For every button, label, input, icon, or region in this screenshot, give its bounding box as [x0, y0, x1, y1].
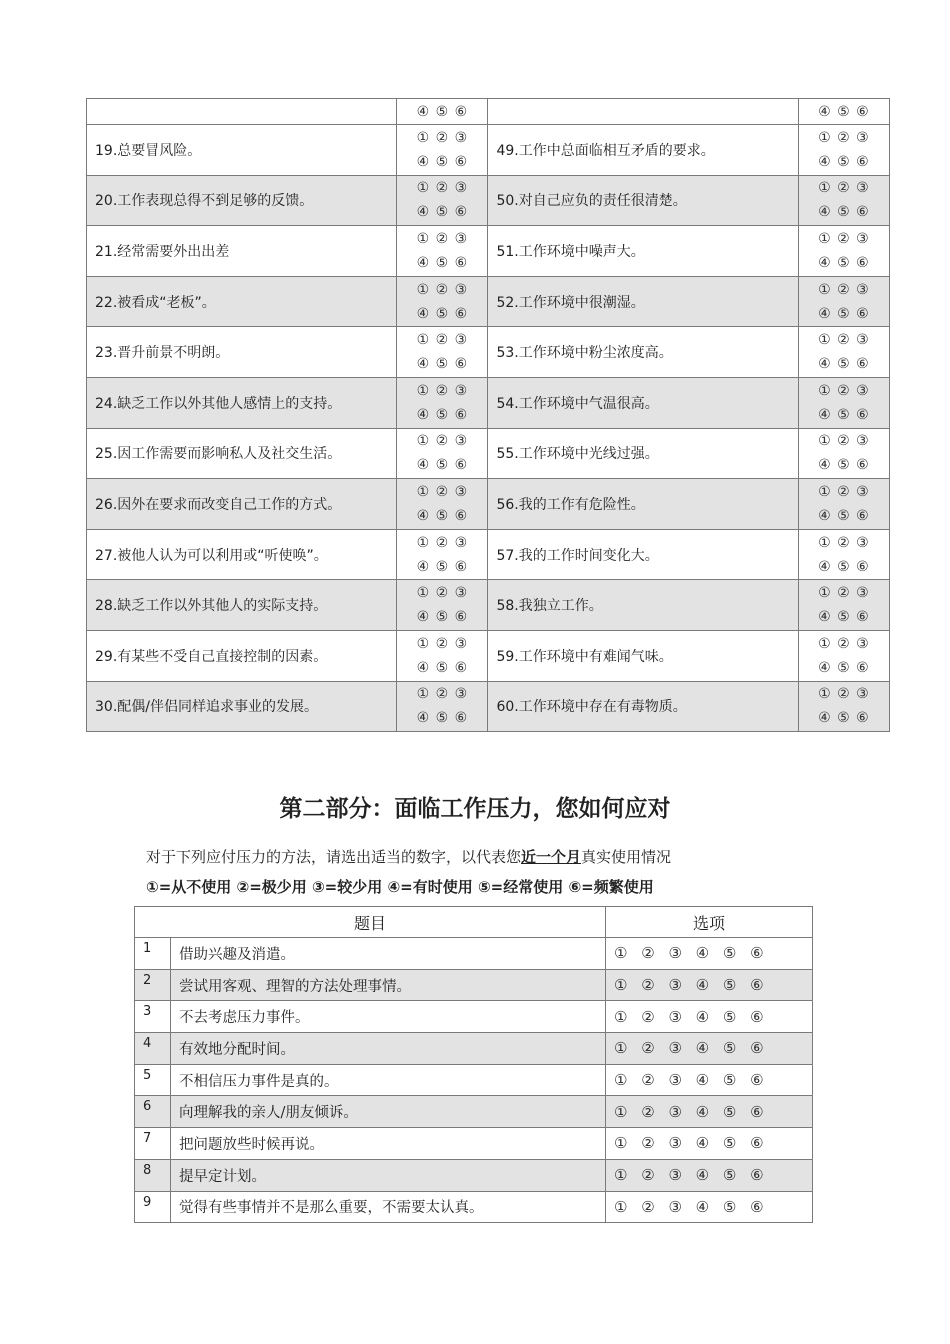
answer-options-left[interactable]	[397, 630, 488, 681]
options-line-2: ④ ⑤ ⑥	[416, 558, 469, 575]
question-left: 27.被他人认为可以利用或“听使唤”。	[87, 529, 397, 580]
options-line-2: ④ ⑤ ⑥	[416, 356, 469, 373]
question-left: 28.缺乏工作以外其他人的实际支持。	[87, 580, 397, 631]
table-row	[135, 1001, 813, 1033]
options-line-2: ④ ⑤ ⑥	[416, 204, 469, 221]
item-number: 1	[135, 938, 171, 970]
answer-options-left[interactable]	[397, 327, 488, 378]
item-number: 9	[135, 1191, 171, 1223]
item-text: 不去考虑压力事件。	[171, 1001, 606, 1033]
options-line-2: ④ ⑤ ⑥	[818, 710, 870, 727]
question-right: 50.对自己应负的责任很清楚。	[488, 175, 798, 226]
question-right: 49.工作中总面临相互矛盾的要求。	[488, 125, 798, 176]
item-choices[interactable]: ① ② ③ ④ ⑤ ⑥	[606, 1159, 813, 1191]
table-row	[87, 681, 890, 732]
table-row	[135, 1159, 813, 1191]
options-line-2: ④ ⑤ ⑥	[818, 507, 870, 524]
options-line-1: ① ② ③	[818, 585, 870, 602]
item-choices[interactable]: ① ② ③ ④ ⑤ ⑥	[606, 1096, 813, 1128]
options-line-2: ④ ⑤ ⑥	[818, 305, 870, 322]
answer-options-left[interactable]	[397, 377, 488, 428]
section2-intro	[146, 846, 671, 867]
item-choices[interactable]: ① ② ③ ④ ⑤ ⑥	[606, 1001, 813, 1033]
part2-header-row	[135, 907, 813, 938]
answer-options-left[interactable]	[397, 125, 488, 176]
options-line-1: ① ② ③	[818, 686, 870, 703]
item-choices[interactable]: ① ② ③ ④ ⑤ ⑥	[606, 1064, 813, 1096]
answer-options-right[interactable]	[798, 428, 889, 479]
part1-top-left-options[interactable]: ④ ⑤ ⑥	[397, 99, 488, 125]
item-number: 3	[135, 1001, 171, 1033]
table-row	[87, 327, 890, 378]
item-text: 不相信压力事件是真的。	[171, 1064, 606, 1096]
options-line-1: ① ② ③	[416, 281, 469, 298]
options-line-2: ④ ⑤ ⑥	[416, 254, 469, 271]
table-row	[87, 580, 890, 631]
question-left: 25.因工作需要而影响私人及社交生活。	[87, 428, 397, 479]
question-right: 54.工作环境中气温很高。	[488, 377, 798, 428]
options-line-1: ① ② ③	[818, 180, 870, 197]
answer-options-left[interactable]	[397, 681, 488, 732]
options-line-1: ① ② ③	[416, 534, 469, 551]
answer-options-right[interactable]	[798, 125, 889, 176]
item-number: 2	[135, 969, 171, 1001]
intro-text-before: 对于下列应付压力的方法，请选出适当的数字，以代表您	[146, 848, 522, 866]
table-row	[87, 630, 890, 681]
answer-options-left[interactable]	[397, 529, 488, 580]
options-line-1: ① ② ③	[416, 230, 469, 247]
table-row	[87, 226, 890, 277]
options-line-2: ④ ⑤ ⑥	[818, 609, 870, 626]
item-text: 觉得有些事情并不是那么重要，不需要太认真。	[171, 1191, 606, 1223]
item-number: 6	[135, 1096, 171, 1128]
options-line-2: ④ ⑤ ⑥	[818, 153, 870, 170]
part1-top-row	[87, 99, 890, 125]
answer-options-left[interactable]	[397, 276, 488, 327]
item-number: 5	[135, 1064, 171, 1096]
options-line-1: ① ② ③	[416, 635, 469, 652]
options-line-1: ① ② ③	[818, 433, 870, 450]
part1-table	[86, 98, 890, 732]
item-text: 有效地分配时间。	[171, 1033, 606, 1065]
header-item: 题目	[135, 907, 606, 938]
table-row	[135, 1096, 813, 1128]
section2-title: 第二部分：面临工作压力，您如何应对	[279, 796, 671, 822]
question-left: 29.有某些不受自己直接控制的因素。	[87, 630, 397, 681]
answer-options-left[interactable]	[397, 175, 488, 226]
item-text: 借助兴趣及消遣。	[171, 938, 606, 970]
options-line-2: ④ ⑤ ⑥	[416, 659, 469, 676]
options-line-1: ① ② ③	[818, 635, 870, 652]
options-line-2: ④ ⑤ ⑥	[416, 507, 469, 524]
answer-options-left[interactable]	[397, 226, 488, 277]
question-left: 19.总要冒风险。	[87, 125, 397, 176]
table-row	[135, 1128, 813, 1160]
options-line-2: ④ ⑤ ⑥	[416, 153, 469, 170]
table-row	[87, 276, 890, 327]
options-line-1: ① ② ③	[818, 281, 870, 298]
options-line-2: ④ ⑤ ⑥	[416, 457, 469, 474]
question-right: 57.我的工作时间变化大。	[488, 529, 798, 580]
answer-options-left[interactable]	[397, 479, 488, 530]
question-left: 26.因外在要求而改变自己工作的方式。	[87, 479, 397, 530]
options-line-1: ① ② ③	[416, 433, 469, 450]
question-right: 53.工作环境中粉尘浓度高。	[488, 327, 798, 378]
table-row	[87, 529, 890, 580]
table-row	[135, 1064, 813, 1096]
options-line-1: ① ② ③	[416, 332, 469, 349]
options-line-1: ① ② ③	[416, 483, 469, 500]
options-line-2: ④ ⑤ ⑥	[416, 305, 469, 322]
item-text: 向理解我的亲人/朋友倾诉。	[171, 1096, 606, 1128]
options-line-2: ④ ⑤ ⑥	[818, 406, 870, 423]
table-row	[135, 969, 813, 1001]
item-text: 提早定计划。	[171, 1159, 606, 1191]
options-line-2: ④ ⑤ ⑥	[818, 457, 870, 474]
answer-options-right[interactable]	[798, 580, 889, 631]
table-row	[87, 125, 890, 176]
options-line-1: ① ② ③	[818, 332, 870, 349]
options-line-2: ④ ⑤ ⑥	[818, 356, 870, 373]
part1-top-right-options[interactable]: ④ ⑤ ⑥	[798, 99, 889, 125]
part1-top-left-blank	[87, 99, 397, 125]
options-line-2: ④ ⑤ ⑥	[818, 254, 870, 271]
item-text: 尝试用客观、理智的方法处理事情。	[171, 969, 606, 1001]
options-line-2: ④ ⑤ ⑥	[416, 710, 469, 727]
table-row	[87, 428, 890, 479]
item-number: 7	[135, 1128, 171, 1160]
options-line-2: ④ ⑤ ⑥	[818, 204, 870, 221]
question-right: 51.工作环境中噪声大。	[488, 226, 798, 277]
options-line-1: ① ② ③	[416, 129, 469, 146]
item-choices[interactable]: ① ② ③ ④ ⑤ ⑥	[606, 1128, 813, 1160]
options-line-2: ④ ⑤ ⑥	[416, 609, 469, 626]
question-left: 21.经常需要外出出差	[87, 226, 397, 277]
part2-table-body	[135, 907, 813, 1223]
table-row	[87, 377, 890, 428]
header-choice: 选项	[606, 907, 813, 938]
options-line-2: ④ ⑤ ⑥	[818, 659, 870, 676]
item-number: 8	[135, 1159, 171, 1191]
answer-options-right[interactable]	[798, 226, 889, 277]
question-left: 23.晋升前景不明朗。	[87, 327, 397, 378]
options-line-1: ① ② ③	[416, 180, 469, 197]
table-row	[87, 175, 890, 226]
item-choices[interactable]: ① ② ③ ④ ⑤ ⑥	[606, 938, 813, 970]
options-line-1: ① ② ③	[818, 534, 870, 551]
options-line-1: ① ② ③	[416, 382, 469, 399]
question-left: 22.被看成“老板”。	[87, 276, 397, 327]
answer-options-right[interactable]	[798, 377, 889, 428]
intro-underlined-period: 近一个月	[521, 848, 582, 866]
question-right: 58.我独立工作。	[488, 580, 798, 631]
table-row	[87, 479, 890, 530]
options-line-1: ① ② ③	[818, 230, 870, 247]
table-row	[135, 1191, 813, 1223]
part1-top-right-blank	[488, 99, 798, 125]
item-text: 把问题放些时候再说。	[171, 1128, 606, 1160]
question-right: 60.工作环境中存在有毒物质。	[488, 681, 798, 732]
item-choices[interactable]: ① ② ③ ④ ⑤ ⑥	[606, 1191, 813, 1223]
question-left: 30.配偶/伴侣同样追求事业的发展。	[87, 681, 397, 732]
question-right: 55.工作环境中光线过强。	[488, 428, 798, 479]
answer-options-right[interactable]	[798, 681, 889, 732]
answer-options-left[interactable]	[397, 580, 488, 631]
options-line-2: ④ ⑤ ⑥	[818, 558, 870, 575]
answer-options-right[interactable]	[798, 276, 889, 327]
answer-options-right[interactable]	[798, 630, 889, 681]
question-left: 20.工作表现总得不到足够的反馈。	[87, 175, 397, 226]
question-left: 24.缺乏工作以外其他人感情上的支持。	[87, 377, 397, 428]
answer-options-left[interactable]	[397, 428, 488, 479]
options-line-1: ① ② ③	[818, 129, 870, 146]
item-choices[interactable]: ① ② ③ ④ ⑤ ⑥	[606, 969, 813, 1001]
question-right: 56.我的工作有危险性。	[488, 479, 798, 530]
answer-options-right[interactable]	[798, 175, 889, 226]
rating-scale-legend: ①=从不使用 ②=极少用 ③=较少用 ④=有时使用 ⑤=经常使用 ⑥=频繁使用	[146, 878, 654, 896]
part2-table	[134, 906, 813, 1223]
item-choices[interactable]: ① ② ③ ④ ⑤ ⑥	[606, 1033, 813, 1065]
options-line-1: ① ② ③	[818, 483, 870, 500]
table-row	[135, 938, 813, 970]
answer-options-right[interactable]	[798, 327, 889, 378]
answer-options-right[interactable]	[798, 479, 889, 530]
table-row	[135, 1033, 813, 1065]
question-right: 52.工作环境中很潮湿。	[488, 276, 798, 327]
item-number: 4	[135, 1033, 171, 1065]
options-line-1: ① ② ③	[818, 382, 870, 399]
part1-table-body	[87, 99, 890, 732]
options-line-2: ④ ⑤ ⑥	[416, 406, 469, 423]
question-right: 59.工作环境中有难闻气味。	[488, 630, 798, 681]
options-line-1: ① ② ③	[416, 585, 469, 602]
answer-options-right[interactable]	[798, 529, 889, 580]
options-line-1: ① ② ③	[416, 686, 469, 703]
intro-text-after: 真实使用情况	[581, 848, 672, 866]
